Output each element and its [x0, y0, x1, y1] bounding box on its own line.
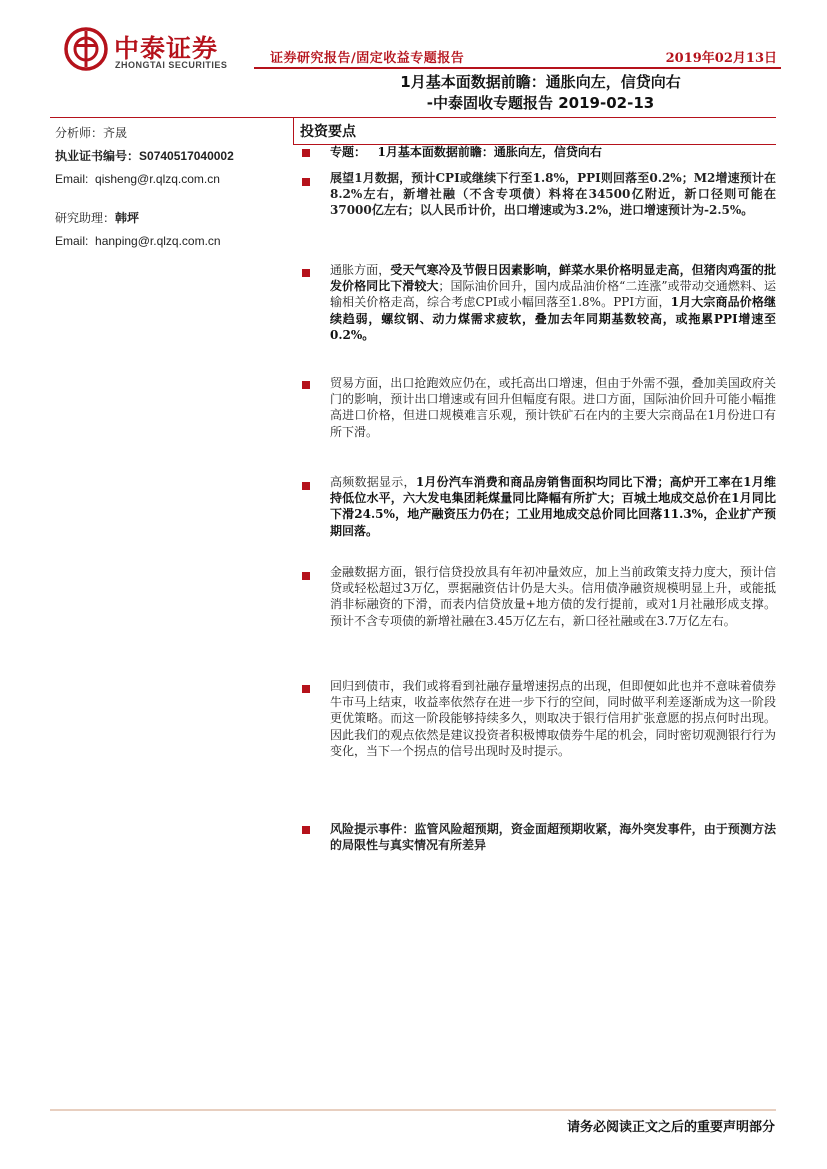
cert-label: 执业证书编号：: [55, 149, 140, 163]
key-points-heading: 投资要点: [300, 124, 356, 140]
inflation-bold-1: 受天气寒冷及节假日因素影响，鲜菜水果价格明显走高，但猪肉鸡蛋的批发价格同比下滑较大: [330, 263, 776, 294]
cert-row: [55, 145, 285, 168]
risk-warning: 风险提示事件：监管风险超预期，资金面超预期收紧，海外突发事件，由于预测方法的局限性与真实情况有所差异: [330, 822, 776, 853]
bullet-square-icon: [302, 381, 310, 389]
assistant-row: [55, 207, 285, 230]
analyst-label: 分析师：: [55, 126, 104, 140]
key-point-financial: 金融数据方面，银行信贷投放具有年初冲量效应，加上当前政策支持力度大，预计信贷或轻松超过3万亿，票据融资估计仍是大头。信用债净融资规模明显上升，或能抵消非标融资的下滑，而表内信贷放量+地方债的发行提前，或对1月社融形成支撑。预计不含专项债的新增社融在3.45万亿左右，新口径社融或在3.7万亿左右。: [330, 565, 776, 628]
report-title: 1月基本面数据前瞻：通胀向左，信贷向右: [400, 73, 681, 91]
email1-link[interactable]: qisheng@r.qlzq.com.cn: [95, 172, 220, 186]
hf-lead: 高频数据显示，: [330, 475, 416, 489]
report-subtitle: -中泰固收专题报告 2019-02-13: [426, 94, 655, 112]
header-bar: [254, 45, 781, 69]
topic-label: 专题：: [330, 145, 367, 159]
analyst-row: [55, 122, 285, 145]
footer-disclaimer: 请务必阅读正文之后的重要声明部分: [566, 1120, 775, 1135]
logo-name-cn: 中泰证券: [114, 34, 219, 63]
bullet-square-icon: [302, 826, 310, 834]
hf-bold: 1月份汽车消费和商品房销售面积均同比下滑；高炉开工率在1月维持低位水平，六大发电集团耗煤量同比降幅有所扩大；百城土地成交总价在1月同比下滑24.5%，地产融资压力仍在；工业用地成交总价同比回落11.3%，企业扩产预期回落。: [330, 475, 776, 538]
inflation-mid: ；国际油价回升，国内成品油价格“二连涨”或带动交通燃料、运输相关价格走高，综合考虑CPI或小幅回落至1.8%。PPI方面，: [330, 279, 776, 310]
company-logo: [64, 27, 244, 73]
assistant-label: 研究助理：: [55, 211, 116, 225]
bullet-square-icon: [302, 178, 310, 186]
email2-link[interactable]: hanping@r.qlzq.com.cn: [95, 234, 221, 248]
email1-label: Email:: [55, 172, 89, 186]
analyst-name: 齐晟: [103, 126, 128, 140]
email1-row: [55, 168, 285, 191]
email2-row: [55, 230, 285, 253]
topic-text: 1月基本面数据前瞻：通胀向左，信贷向右: [377, 145, 602, 159]
key-point-bond-market: 回归到债市，我们或将看到社融存量增速拐点的出现，但即便如此也并不意味着债券牛市马上结束，收益率依然存在进一步下行的空间，同时做平利差逐渐成为这一阶段更优策略。而这一阶段能够持续多久，则取决于银行信用扩张意愿的拐点何时出现。因此我们的观点依然是建议投资者积极博取债券牛尾的机会，同时密切观测银行行为变化，当下一个拐点的信号出现时及时提示。: [330, 679, 776, 758]
bullet-square-icon: [302, 685, 310, 693]
inflation-lead: 通胀方面，: [330, 263, 391, 277]
logo-mark-icon: [64, 27, 108, 71]
key-point-trade: 贸易方面，出口抢跑效应仍在，或托高出口增速，但由于外需不强，叠加美国政府关门的影响，预计出口增速或有回升但幅度有限。进口方面，国际油价回升可能小幅推高进口价格，但进口规模难言乐观，预计铁矿石在内的主要大宗商品在1月份进口有所下滑。: [330, 376, 776, 439]
footer-divider: [50, 1109, 776, 1111]
cert-number: S0740517040002: [139, 149, 234, 163]
logo-name-en: ZHONGTAI SECURITIES: [115, 60, 228, 70]
top-divider: [50, 117, 776, 118]
key-point-inflation: [330, 262, 776, 343]
bullet-square-icon: [302, 482, 310, 490]
inflation-bold-2: 1月大宗商品价格继续趋弱，螺纹钢、动力煤需求疲软，叠加去年同期基数较高，或拖累PPI增速至0.2%。: [330, 295, 776, 342]
report-date: 2019年02月13日: [665, 51, 777, 66]
key-point-high-frequency: [330, 474, 776, 539]
key-point-outlook: 展望1月数据，预计CPI或继续下行至1.8%，PPI则回落至0.2%；M2增速预计在8.2%左右，新增社融（不含专项债）料将在34500亿附近，新口径则可能在37000亿左右；以人民币计价，出口增速或为3.2%，进口增速预计为-2.5%。: [330, 171, 776, 218]
bullet-square-icon: [302, 572, 310, 580]
email2-label: Email:: [55, 234, 89, 248]
heading-vertical-rule: [293, 117, 294, 145]
bullet-square-icon: [302, 269, 310, 277]
assistant-name: 韩坪: [115, 211, 140, 225]
analyst-sidebar: [55, 122, 285, 253]
report-category: 证券研究报告/固定收益专题报告: [270, 51, 465, 66]
sidebar-spacer: [55, 191, 285, 207]
key-point-topic: [330, 144, 776, 160]
bullet-square-icon: [302, 149, 310, 157]
